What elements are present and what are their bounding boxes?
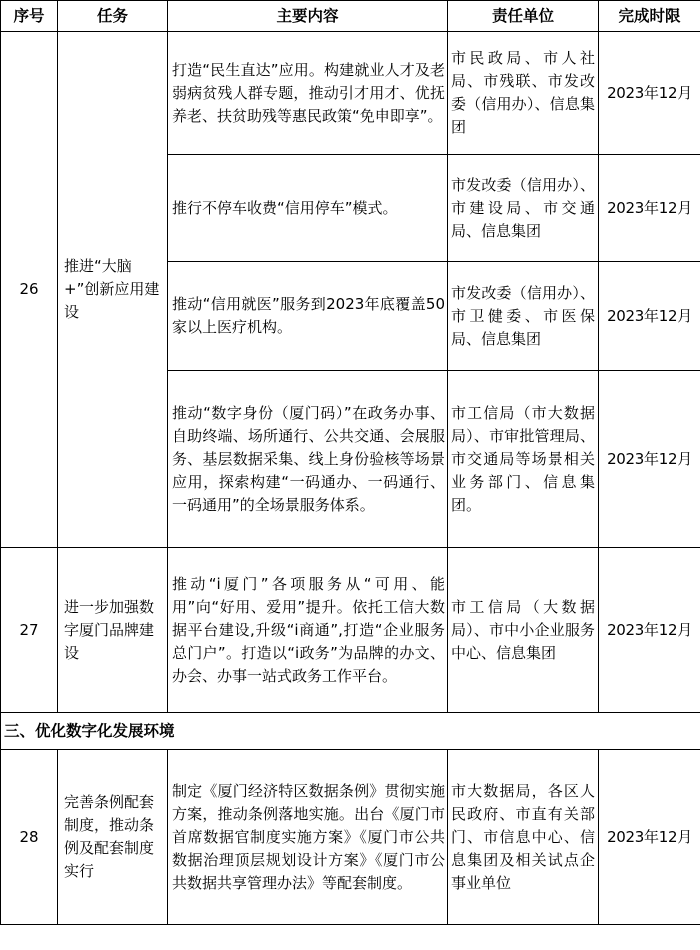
row-number: 28	[1, 750, 58, 925]
section-row	[1, 713, 700, 750]
row-number: 27	[1, 548, 58, 713]
content-cell: 打造“民生直达”应用。构建就业人才及老弱病贫残人群专题，推动引才用才、优抚养老、扶贫助残等惠民政策“免申即享”。	[168, 32, 448, 155]
deadline-cell: 2023年12月	[599, 262, 700, 371]
header-task: 任务	[58, 1, 168, 32]
content-cell: 推行不停车收费“信用停车”模式。	[168, 155, 448, 262]
deadline-cell: 2023年12月	[599, 32, 700, 155]
task-cell: 进一步加强数字厦门品牌建设	[58, 548, 168, 713]
unit-cell: 市大数据局，各区人民政府、市直有关部门、市信息中心、信息集团及相关试点企事业单位	[448, 750, 599, 925]
unit-cell: 市工信局（大数据局）、市中小企业服务中心、信息集团	[448, 548, 599, 713]
header-content: 主要内容	[168, 1, 448, 32]
unit-cell: 市工信局（市大数据局）、市审批管理局、市交通局等场景相关业务部门、信息集团。	[448, 371, 599, 548]
unit-cell: 市发改委（信用办）、市建设局、市交通局、信息集团	[448, 155, 599, 262]
header-deadline: 完成时限	[599, 1, 700, 32]
table-header-row	[1, 1, 700, 32]
section-title: 三、优化数字化发展环境	[1, 713, 700, 750]
header-no: 序号	[1, 1, 58, 32]
header-unit: 责任单位	[448, 1, 599, 32]
content-cell: 推动“数字身份（厦门码）”在政务办事、自助终端、场所通行、公共交通、会展服务、基层数据采集、线上身份验核等场景应用，探索构建“一码通办、一码通行、一码通用”的全场景服务体系。	[168, 371, 448, 548]
content-cell: 推动“信用就医”服务到2023年底覆盖50家以上医疗机构。	[168, 262, 448, 371]
content-cell: 制定《厦门经济特区数据条例》贯彻实施方案，推动条例落地实施。出台《厦门市首席数据官制度实施方案》《厦门市公共数据治理顶层规划设计方案》《厦门市公共数据共享管理办法》等配套制度。	[168, 750, 448, 925]
deadline-cell: 2023年12月	[599, 371, 700, 548]
deadline-cell: 2023年12月	[599, 155, 700, 262]
task-cell: 推进“大脑+”创新应用建设	[58, 32, 168, 548]
table-row	[1, 32, 700, 155]
table-row	[1, 750, 700, 925]
table-row	[1, 548, 700, 713]
task-cell: 完善条例配套制度，推动条例及配套制度实行	[58, 750, 168, 925]
deadline-cell: 2023年12月	[599, 750, 700, 925]
deadline-cell: 2023年12月	[599, 548, 700, 713]
unit-cell: 市发改委（信用办）、市卫健委、市医保局、信息集团	[448, 262, 599, 371]
row-number: 26	[1, 32, 58, 548]
content-cell: 推动“i厦门”各项服务从“可用、能用”向“好用、爱用”提升。依托工信大数据平台建设,升级“i商通”,打造“企业服务总门户”。打造以“i政务”为品牌的办文、办会、办事一站式政务工作平台。	[168, 548, 448, 713]
unit-cell: 市民政局、市人社局、市残联、市发改委（信用办）、信息集团	[448, 32, 599, 155]
